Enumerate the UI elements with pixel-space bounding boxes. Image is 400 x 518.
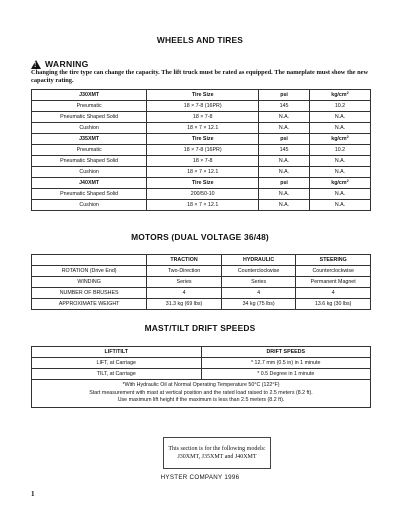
tire-type: Pneumatic Shaped Solid xyxy=(32,156,147,167)
motor-value: 31.3 kg (69 lbs) xyxy=(147,299,222,310)
tire-size: 18 × 7-8 xyxy=(147,156,259,167)
motor-header: TRACTION xyxy=(147,255,222,266)
warning-text: Changing the tire type can change the capacity. The lift truck must be rated as equipped. The nameplate must show the new capacity rating. xyxy=(31,69,369,84)
tire-model: J30XMT xyxy=(32,90,147,101)
table-row xyxy=(32,145,371,156)
table-row xyxy=(32,112,371,123)
company-footer: HYSTER COMPANY 1996 xyxy=(160,474,240,481)
kg-header-exponent: 2 xyxy=(346,135,349,139)
tire-kg: 10.2 xyxy=(309,101,370,112)
motor-value: 4 xyxy=(296,288,371,299)
kg-header xyxy=(309,178,370,189)
tire-kg: N.A. xyxy=(309,123,370,134)
motor-row-label: APPROXIMATE WEIGHT xyxy=(32,299,147,310)
tire-size-header: Tire Size xyxy=(147,90,259,101)
table-row xyxy=(32,101,371,112)
motor-value: Counterclockwise xyxy=(296,266,371,277)
table-row xyxy=(32,167,371,178)
warning-heading xyxy=(31,59,89,69)
kg-header xyxy=(309,90,370,101)
motor-row-label: WINDING xyxy=(32,277,147,288)
tire-size: 18 × 7 × 12.1 xyxy=(147,123,259,134)
table-row xyxy=(32,189,371,200)
kg-header-exponent: 2 xyxy=(346,179,349,183)
tire-kg: N.A. xyxy=(309,200,370,211)
table-row xyxy=(32,358,371,369)
motor-value: Permanent Magnet xyxy=(296,277,371,288)
tire-kg: N.A. xyxy=(309,112,370,123)
tire-size: 18 × 7-8 (16PR) xyxy=(147,145,259,156)
kg-header-unit: kg/cm xyxy=(331,180,347,186)
tire-table xyxy=(31,89,371,211)
section-title-mast: MAST/TILT DRIFT SPEEDS xyxy=(144,323,256,333)
models-box xyxy=(163,437,271,469)
tire-type: Cushion xyxy=(32,167,147,178)
warning-title: WARNING xyxy=(45,59,89,69)
drift-note-line: Start measurement with mast at vertical position and the rated load raised to 2.5 meters (8.2 ft). xyxy=(89,389,313,396)
drift-label: TILT, at Carriage xyxy=(32,369,202,380)
motor-row-label: NUMBER OF BRUSHES xyxy=(32,288,147,299)
tire-psi: N.A. xyxy=(259,112,310,123)
table-row xyxy=(32,299,371,310)
table-row xyxy=(32,288,371,299)
tire-psi: N.A. xyxy=(259,200,310,211)
tire-group-header xyxy=(32,134,371,145)
drift-note-line: *With Hydraulic Oil at Normal Operating Temperature 50°C (122°F) xyxy=(122,382,280,388)
drift-table xyxy=(31,346,371,408)
tire-size: 18 × 7-8 (16PR) xyxy=(147,101,259,112)
warning-icon: ! xyxy=(31,60,41,69)
drift-header-left: LIFT/TILT xyxy=(32,347,202,358)
section-title-motors: MOTORS (DUAL VOLTAGE 36/48) xyxy=(131,232,269,242)
tire-group-header xyxy=(32,178,371,189)
table-row xyxy=(32,266,371,277)
tire-kg: 10.2 xyxy=(309,145,370,156)
table-row xyxy=(32,369,371,380)
motor-header-row xyxy=(32,255,371,266)
kg-header-exponent: 2 xyxy=(346,91,349,95)
section-title-wheels: WHEELS AND TIRES xyxy=(156,35,244,45)
motor-value: Counterclockwise xyxy=(221,266,296,277)
drift-value: * 0.5 Degree in 1 minute xyxy=(201,369,371,380)
motor-header-blank xyxy=(32,255,147,266)
tire-psi: 145 xyxy=(259,145,310,156)
tire-psi: N.A. xyxy=(259,156,310,167)
psi-header: psi xyxy=(259,178,310,189)
motor-value: 34 kg (75 lbs) xyxy=(221,299,296,310)
tire-kg: N.A. xyxy=(309,156,370,167)
psi-header: psi xyxy=(259,134,310,145)
drift-header-right: DRIFT SPEEDS xyxy=(201,347,371,358)
psi-header: psi xyxy=(259,90,310,101)
tire-kg: N.A. xyxy=(309,189,370,200)
motor-header: HYDRAULIC xyxy=(221,255,296,266)
motor-value: 4 xyxy=(147,288,222,299)
tire-size-header: Tire Size xyxy=(147,178,259,189)
tire-size: 18 × 7 × 12.1 xyxy=(147,200,259,211)
table-row xyxy=(32,200,371,211)
drift-header-row xyxy=(32,347,371,358)
page-number: 1 xyxy=(31,490,35,498)
tire-type: Pneumatic Shaped Solid xyxy=(32,189,147,200)
kg-header-unit: kg/cm xyxy=(331,136,347,142)
drift-note-row xyxy=(32,380,371,408)
tire-type: Cushion xyxy=(32,123,147,134)
kg-header xyxy=(309,134,370,145)
tire-psi: N.A. xyxy=(259,189,310,200)
table-row xyxy=(32,156,371,167)
motor-value: Series xyxy=(147,277,222,288)
models-box-line-2: J30XMT, J35XMT and J40XMT xyxy=(177,454,257,460)
motor-row-label: ROTATION (Drive End) xyxy=(32,266,147,277)
tire-group-header xyxy=(32,90,371,101)
tire-type: Pneumatic Shaped Solid xyxy=(32,112,147,123)
motor-value: Two-Direction xyxy=(147,266,222,277)
motor-header: STEERING xyxy=(296,255,371,266)
tire-type: Cushion xyxy=(32,200,147,211)
tire-size-header: Tire Size xyxy=(147,134,259,145)
tire-psi: N.A. xyxy=(259,123,310,134)
drift-label: LIFT, at Carriage xyxy=(32,358,202,369)
models-box-line-1: This section is for the following models: xyxy=(168,446,266,452)
table-row xyxy=(32,123,371,134)
tire-size: 18 × 7 × 12.1 xyxy=(147,167,259,178)
tire-type: Pneumatic xyxy=(32,101,147,112)
drift-note xyxy=(32,380,371,408)
motor-value: Series xyxy=(221,277,296,288)
drift-value: * 12.7 mm (0.5 in) in 1 minute xyxy=(201,358,371,369)
tire-size: 18 × 7-8 xyxy=(147,112,259,123)
tire-psi: 145 xyxy=(259,101,310,112)
tire-model: J35XMT xyxy=(32,134,147,145)
tire-type: Pneumatic xyxy=(32,145,147,156)
tire-model: J40XMT xyxy=(32,178,147,189)
motor-value: 4 xyxy=(221,288,296,299)
tire-size: 200/50-10 xyxy=(147,189,259,200)
drift-note-line: Use maximum lift height if the maximum is less than 2.5 meters (8.2 ft). xyxy=(117,397,285,403)
motor-value: 13.6 kg (30 lbs) xyxy=(296,299,371,310)
tire-psi: N.A. xyxy=(259,167,310,178)
kg-header-unit: kg/cm xyxy=(331,92,347,98)
motor-table xyxy=(31,254,371,310)
tire-kg: N.A. xyxy=(309,167,370,178)
table-row xyxy=(32,277,371,288)
